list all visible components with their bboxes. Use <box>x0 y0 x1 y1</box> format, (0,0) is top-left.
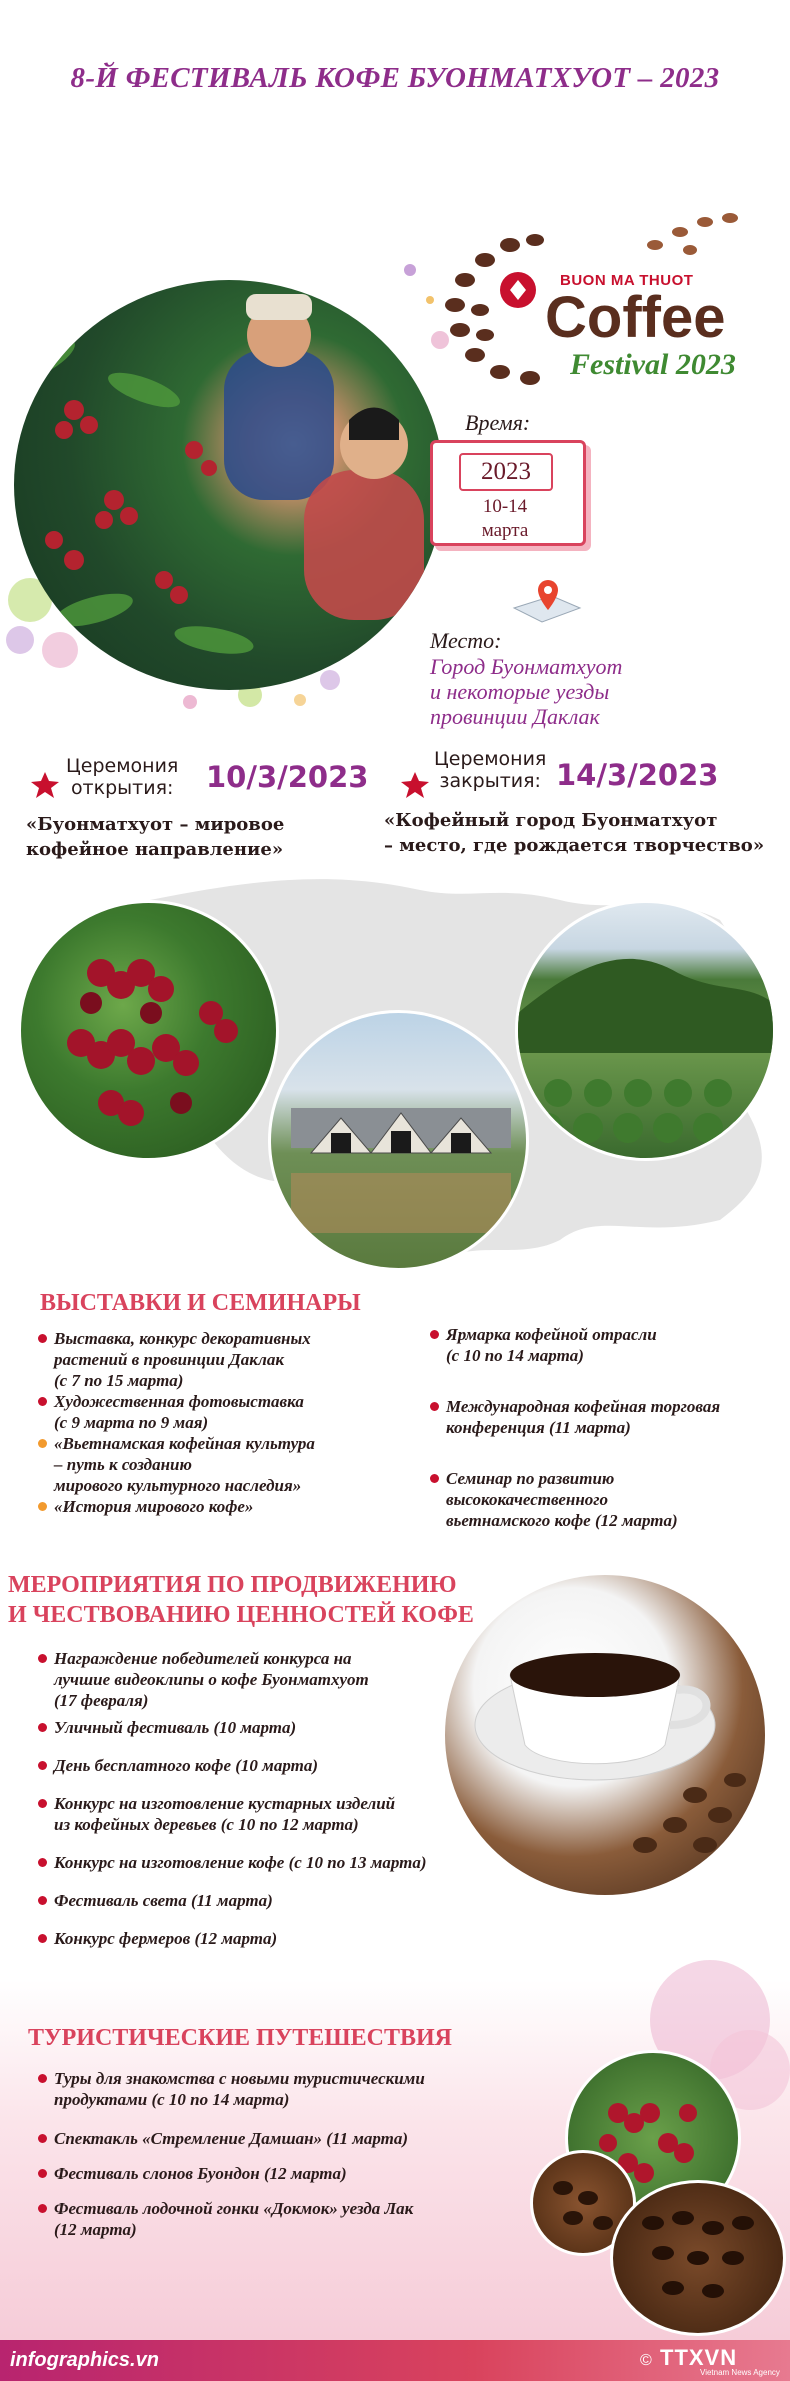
bullet-icon <box>38 1723 47 1732</box>
bullet-icon <box>38 1334 47 1343</box>
events-title-line1: МЕРОПРИЯТИЯ ПО ПРОДВИЖЕНИЮ <box>8 1572 457 1598</box>
exhibitions-title: ВЫСТАВКИ И СЕМИНАРЫ <box>40 1290 361 1316</box>
calendar-year: 2023 <box>459 453 553 491</box>
bullet-icon <box>38 2074 47 2083</box>
list-item: Конкурс на изготовление кустарных изделий из кофейных деревьев (с 10 по 12 марта) <box>38 1793 478 1835</box>
logo-coffee: Coffee <box>545 285 726 350</box>
place-line3: провинции Даклак <box>430 704 600 729</box>
coffee-museum-photo <box>268 1010 529 1271</box>
list-item: Семинар по развитию высококачественного вьетнамского кофе (12 марта) <box>430 1468 780 1531</box>
list-item: «Вьетнамская кофейная культура – путь к созданию мирового культурного наследия» <box>38 1433 408 1496</box>
bullet-icon <box>38 1934 47 1943</box>
opening-quote-line1: «Буонматхуот – мировое <box>26 814 285 835</box>
closing-label-line1: Церемония <box>434 748 547 770</box>
closing-date: 14/3/2023 <box>556 758 719 792</box>
list-item: Международная кофейная торговая конференция (11 марта) <box>430 1396 780 1438</box>
place-label: Место: <box>430 628 502 653</box>
coffee-plantation-photo <box>515 900 776 1161</box>
closing-quote-line2: – место, где рождается творчество» <box>384 835 765 856</box>
bullet-icon <box>430 1474 439 1483</box>
opening-quote-line2: кофейное направление» <box>26 839 284 860</box>
agency-sub: Vietnam News Agency <box>700 2368 780 2377</box>
list-item: Конкурс фермеров (12 марта) <box>38 1928 478 1949</box>
map-pin-icon <box>512 578 582 634</box>
logo-line1: BUON MA THUOT <box>560 272 694 289</box>
bullet-icon <box>38 1397 47 1406</box>
bullet-icon <box>38 1654 47 1663</box>
opening-label-line1: Церемония <box>66 755 179 777</box>
list-item: Ярмарка кофейной отрасли (с 10 по 14 марта) <box>430 1324 780 1366</box>
star-icon <box>400 770 430 800</box>
closing-label-line2: закрытия: <box>439 770 541 792</box>
bullet-icon <box>38 1858 47 1867</box>
copyright-icon: © <box>640 2352 652 2369</box>
place-line2: и некоторые уезды <box>430 679 610 704</box>
list-item: Туры для знакомства с новыми туристическими продуктами (с 10 по 14 марта) <box>38 2068 498 2110</box>
closing-quote-line1: «Кофейный город Буонматхуот <box>384 810 718 831</box>
bullet-icon <box>38 1896 47 1905</box>
opening-date: 10/3/2023 <box>206 760 369 794</box>
footer-site: infographics.vn <box>10 2349 159 2371</box>
list-item: «История мирового кофе» <box>38 1496 408 1517</box>
tourism-title: ТУРИСТИЧЕСКИЕ ПУТЕШЕСТВИЯ <box>28 2025 452 2051</box>
list-item: Конкурс на изготовление кофе (с 10 по 13 марта) <box>38 1852 478 1873</box>
time-label: Время: <box>465 410 531 435</box>
roasted-beans-photo <box>610 2180 786 2336</box>
list-item: День бесплатного кофе (10 марта) <box>38 1755 478 1776</box>
calendar-month: марта <box>481 520 529 541</box>
coffee-cherries-photo <box>18 900 279 1161</box>
coffee-cup-photo <box>445 1575 765 1895</box>
bullet-icon <box>430 1402 439 1411</box>
place-line1: Город Буонматхуот <box>430 654 623 679</box>
calendar-icon <box>430 440 586 546</box>
farmers-photo <box>14 280 444 690</box>
events-title-line2: И ЧЕСТВОВАНИЮ ЦЕННОСТЕЙ КОФЕ <box>8 1602 474 1628</box>
calendar-dates: 10-14 <box>482 496 528 517</box>
logo-festival: Festival 2023 <box>570 348 736 381</box>
bullet-icon <box>38 1502 47 1511</box>
bullet-icon <box>38 1439 47 1448</box>
list-item: Спектакль «Стремление Дамшан» (11 марта) <box>38 2128 498 2149</box>
star-icon <box>30 770 60 800</box>
list-item: Выставка, конкурс декоративных растений в провинции Даклак (с 7 по 15 марта) <box>38 1328 408 1391</box>
agency-logo: TTXVN <box>660 2345 738 2370</box>
bullet-icon <box>430 1330 439 1339</box>
list-item: Художественная фотовыставка (с 9 марта по 9 мая) <box>38 1391 408 1433</box>
page-title: 8-Й ФЕСТИВАЛЬ КОФЕ БУОНМАТХУОТ – 2023 <box>70 62 720 94</box>
list-item: Фестиваль лодочной гонки «Докмок» уезда Лак (12 марта) <box>38 2198 498 2240</box>
opening-label-line2: открытия: <box>70 777 174 799</box>
list-item: Уличный фестиваль (10 марта) <box>38 1717 478 1738</box>
bullet-icon <box>38 2204 47 2213</box>
bullet-icon <box>38 2134 47 2143</box>
list-item: Награждение победителей конкурса на лучшие видеоклипы о кофе Буонматхуот (17 февраля) <box>38 1648 478 1711</box>
bullet-icon <box>38 1761 47 1770</box>
bullet-icon <box>38 2169 47 2178</box>
list-item: Фестиваль света (11 марта) <box>38 1890 478 1911</box>
list-item: Фестиваль слонов Буондон (12 марта) <box>38 2163 498 2184</box>
festival-logo <box>440 200 780 400</box>
bullet-icon <box>38 1799 47 1808</box>
